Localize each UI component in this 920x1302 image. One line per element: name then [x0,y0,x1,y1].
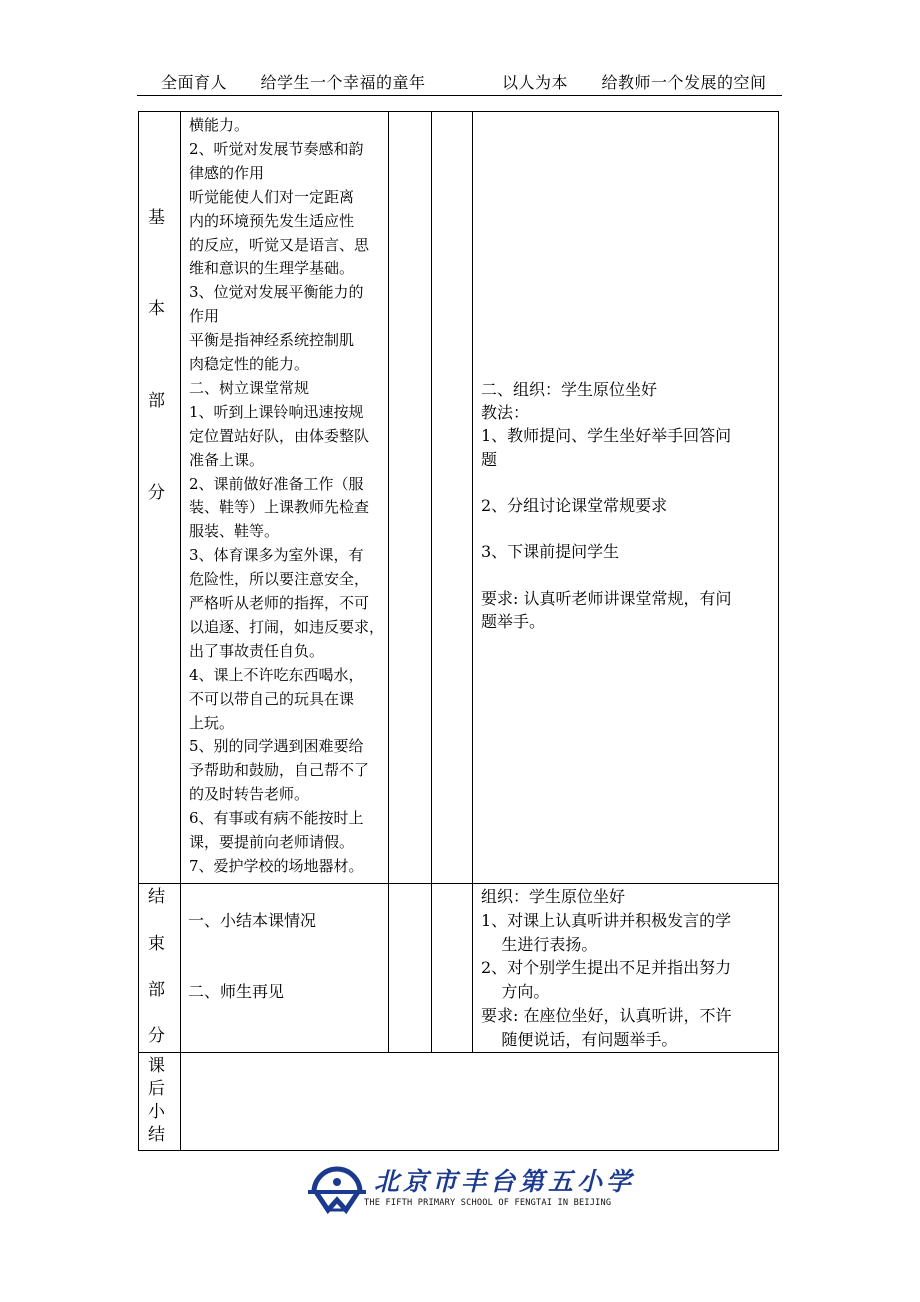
basic-content-line: 不可以带自己的玩具在课 [189,689,355,708]
basic-content-line: 维和意识的生理学基础。 [189,259,355,278]
basic-content-line: 的反应，听觉又是语言、思 [189,235,370,254]
end-method-line: 随便说话，有问题举手。 [481,1029,678,1049]
basic-method-line: 教法： [481,403,530,423]
end-method-line: 要求: 在座位坐好，认真听讲，不许 [481,1006,732,1025]
basic-content-line: 1、听到上课铃响迅速按规 [189,402,364,421]
basic-content-line: 二、树立课堂常规 [189,378,310,397]
table-column-divider [472,111,473,1052]
basic-content-line: 2、听觉对发展节奏感和韵 [189,139,364,158]
end-method-line: 生进行表扬。 [481,934,598,954]
basic-content-line: 予帮助和鼓励，自己帮不了 [189,761,370,780]
basic-method-line: 1、教师提问、学生坐好举手回答问 [481,426,732,446]
basic-content-line: 平衡是指神经系统控制肌 [189,331,355,350]
school-emblem-icon [306,1162,368,1218]
basic-content-line: 内的环境预先发生适应性 [189,211,355,230]
header-rule [137,95,782,96]
end-method-line: 1、对课上认真听讲并积极发言的学 [481,910,732,930]
basic-content-line: 横能力。 [189,116,250,134]
basic-content-line: 定位置站好队，由体委整队 [189,426,370,445]
table-left-border [138,111,139,1150]
end-section-label-2: 束 [148,934,165,954]
basic-content-line: 服装、鞋等。 [189,522,280,541]
table-row-divider [138,883,779,884]
basic-content-line: 的及时转告老师。 [189,785,310,804]
end-section-item-1: 一、小结本课情况 [188,911,317,930]
basic-content-line: 6、有事或有病不能按时上 [189,809,364,828]
basic-content-line: 4、课上不许吃东西喝水， [189,665,364,684]
end-method-line: 组织：学生原位坐好 [481,887,626,906]
basic-content-line: 3、体育课多为室外课，有 [189,546,364,565]
basic-content-line: 作用 [189,307,220,326]
table-row-divider [138,1052,779,1053]
header-motto-right: 以人为本 给教师一个发展的空间 [502,73,767,92]
end-section-item-2: 二、师生再见 [188,982,285,1001]
basic-content-line: 5、别的同学遇到困难要给 [189,737,364,756]
end-section-label-1: 结 [148,887,165,907]
basic-content-line: 危险性，所以要注意安全， [189,570,370,589]
table-column-divider [388,111,389,1052]
end-section-label-4: 分 [148,1026,165,1046]
basic-section-label-1: 基 [148,208,165,228]
basic-method-line: 3、下课前提问学生 [481,542,620,562]
basic-content-line: 严格听从老师的指挥，不可 [189,594,370,612]
table-column-divider [180,111,181,1150]
summary-label-3: 小 [148,1102,165,1122]
basic-content-line: 律感的作用 [189,163,265,182]
basic-method-line: 题 [481,449,498,469]
basic-content-line: 出了事故责任自负。 [189,641,325,660]
header-motto-left: 全面育人 给学生一个幸福的童年 [161,73,426,92]
basic-content-line: 课，要提前向老师请假。 [189,833,355,851]
summary-label-1: 课 [148,1056,165,1076]
table-right-border [778,111,779,1150]
basic-method-line: 题举手。 [481,612,546,631]
basic-content-line: 上玩。 [189,713,235,732]
table-bottom-border [138,1150,779,1151]
basic-method-line: 2、分组讨论课堂常规要求 [481,496,668,515]
school-name-en: THE FIFTH PRIMARY SCHOOL OF FENGTAI IN BEIJING [364,1198,612,1208]
school-logo [304,1160,636,1222]
basic-content-line: 3、位觉对发展平衡能力的 [189,283,364,302]
basic-content-line: 2、课前做好准备工作（服 [189,474,364,493]
basic-content-line: 肉稳定性的能力。 [189,355,310,373]
basic-content-line: 装、鞋等）上课教师先检查 [189,498,370,517]
basic-content-line: 以追逐、打闹，如违反要求， [189,617,385,636]
basic-content-line: 听觉能使人们对一定距离 [189,187,355,206]
basic-method-line: 二、组织：学生原位坐好 [481,380,658,399]
basic-section-label-2: 本 [148,299,165,319]
end-section-label-3: 部 [148,980,165,1000]
summary-label-4: 结 [148,1125,165,1145]
basic-section-label-3: 部 [148,391,165,411]
end-method-line: 方向。 [481,982,550,1002]
end-method-line: 2、对个别学生提出不足并指出努力 [481,958,732,978]
basic-section-label-4: 分 [148,483,165,503]
basic-content-line: 准备上课。 [189,450,265,469]
summary-label-2: 后 [148,1079,165,1099]
basic-method-line: 要求: 认真听老师讲课堂常规，有问 [481,588,732,608]
table-column-divider [431,111,432,1052]
basic-content-line: 7、爱护学校的场地器材。 [189,856,364,875]
table-top-border [138,111,779,112]
school-name-cn: 北京市丰台第五小学 [374,1167,636,1196]
